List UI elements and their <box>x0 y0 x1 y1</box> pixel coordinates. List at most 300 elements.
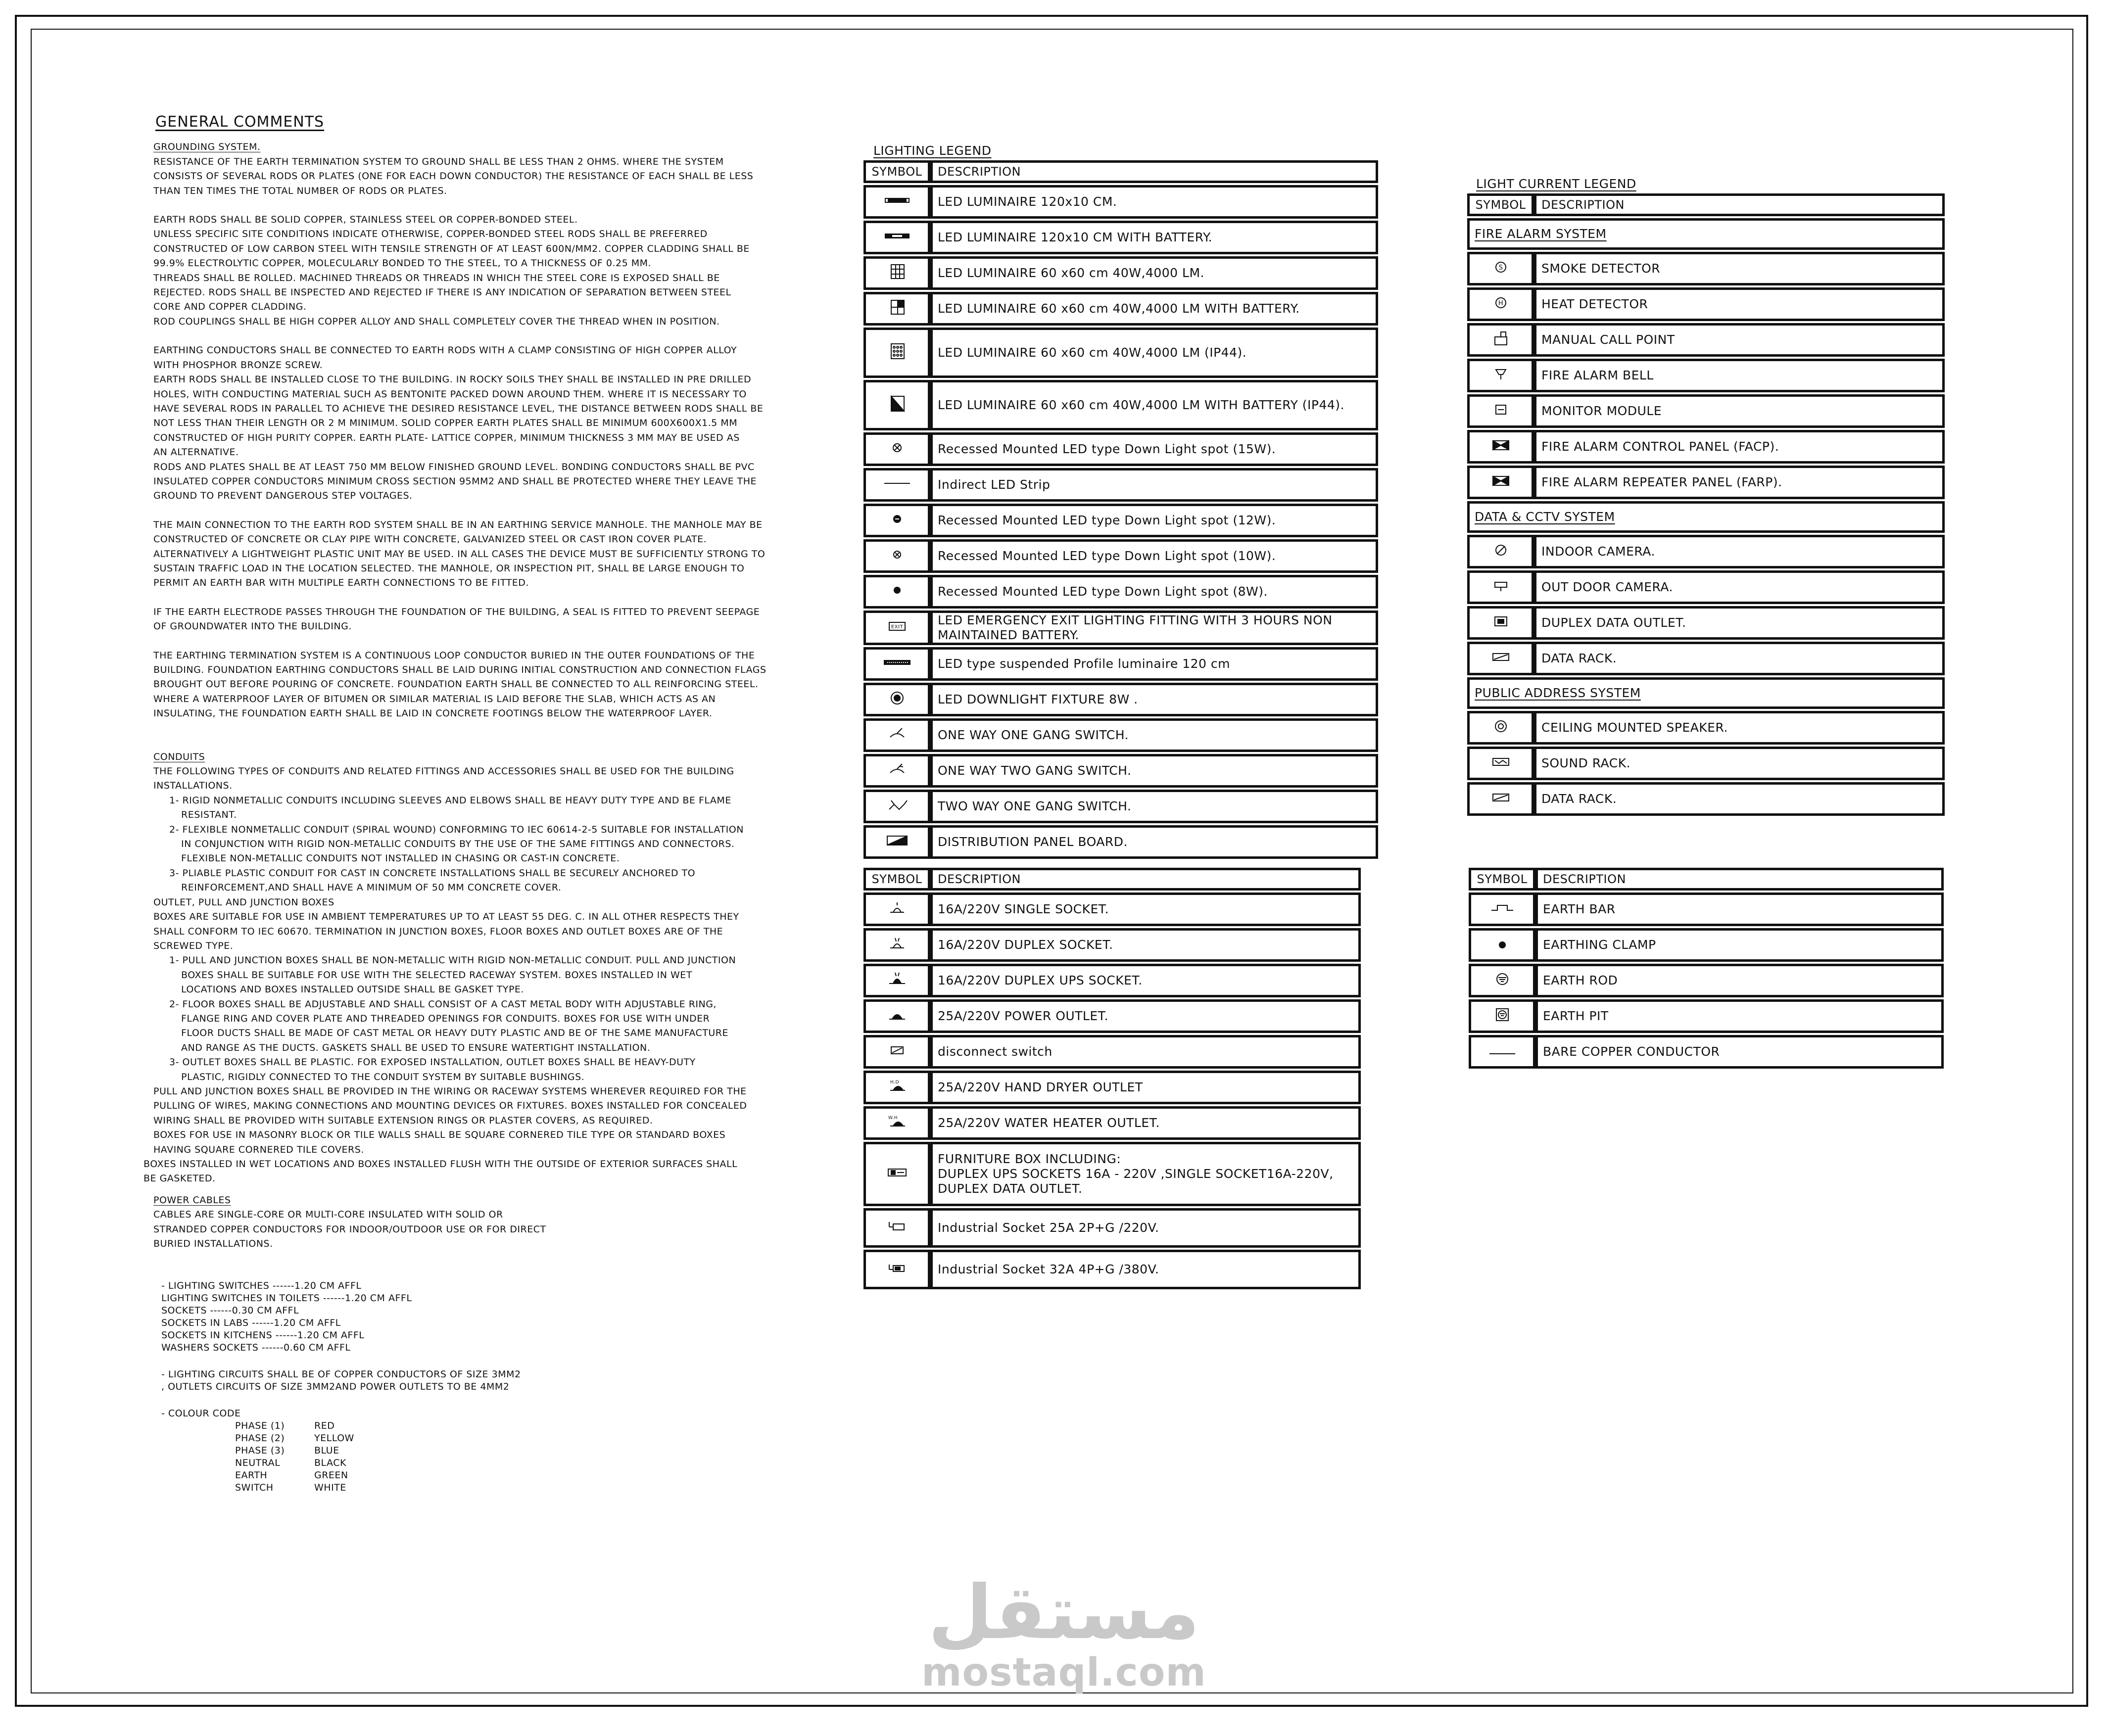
legend-symbol-cell <box>1469 892 1535 926</box>
text-line: 1- PULL AND JUNCTION BOXES SHALL BE NON-METALLIC WITH RIGID NON-METALLIC CONDUIT. PULL AND JUNCTION <box>169 955 736 966</box>
legend-description: Recessed Mounted LED type Down Light spot (8W). <box>930 575 1378 609</box>
legend-symbol-cell <box>1467 323 1534 357</box>
monitor-module-icon <box>1487 401 1515 421</box>
legend-description: MANUAL CALL POINT <box>1534 323 1945 357</box>
legend-row <box>863 1208 1361 1248</box>
symbol-column-header: SYMBOL <box>1469 868 1535 891</box>
text-line: 99.9% ELECTROLYTIC COPPER, MOLECULARLY BONDED TO THE STEEL, TO A THICKNESS OF 0.25 MM. <box>153 258 652 269</box>
text-line: EARTH RODS SHALL BE SOLID COPPER, STAINLESS STEEL OR COPPER-BONDED STEEL. <box>153 214 578 226</box>
duplex-socket-icon <box>883 935 911 954</box>
colour-conductor: EARTH <box>235 1470 268 1481</box>
legend-row <box>1467 747 1945 780</box>
text-line: PULL AND JUNCTION BOXES SHALL BE PROVIDED IN THE WIRING OR RACEWAY SYSTEMS WHEREVER REQUIRED FOR THE <box>153 1085 747 1097</box>
text-line: ALTERNATIVELY A LIGHTWEIGHT PLASTIC UNIT MAY BE USED. IN ALL CASES THE DEVICE MUST BE SUFFICIENTLY STRONG TO <box>153 548 766 560</box>
legend-section-title: PUBLIC ADDRESS SYSTEM <box>1475 686 1641 700</box>
legend-row <box>1467 782 1945 816</box>
legend-row <box>863 647 1378 681</box>
text-line: FLANGE RING AND COVER PLATE AND THREADED OPENINGS FOR CONDUITS. BOXES FOR USE WITH UNDER <box>181 1013 710 1024</box>
legend-row <box>863 221 1378 254</box>
legend-section-row <box>1467 501 1945 533</box>
description-column-header: DESCRIPTION <box>1534 193 1945 216</box>
legend-symbol-cell <box>863 1035 930 1069</box>
legend-symbol-cell <box>1469 964 1535 997</box>
legend-symbol-cell <box>863 683 930 716</box>
water-heater-outlet-icon <box>883 1113 911 1132</box>
earth-bar-icon <box>1488 899 1516 919</box>
text-line: UNLESS SPECIFIC SITE CONDITIONS INDICATE OTHERWISE, COPPER-BONDED STEEL RODS SHALL BE PREFERRED <box>153 229 708 240</box>
colour-conductor: PHASE (1) <box>235 1420 285 1432</box>
legend-section-cell <box>1467 501 1945 533</box>
text-line: PLASTIC, RIGIDLY CONNECTED TO THE CONDUIT SYSTEM BY SUITABLE BUSHINGS. <box>181 1071 585 1082</box>
one-way-two-gang-switch-icon <box>883 761 911 780</box>
text-line: HOLES, WITH CONDUCTING MATERIAL SUCH AS BENTONITE PACKED DOWN AROUND THEM. WHERE IT IS NECESSARY TO <box>153 388 747 400</box>
legend-symbol-cell <box>863 256 930 290</box>
legend-symbol-cell <box>1467 642 1534 675</box>
legend-row <box>863 892 1361 926</box>
disconnect-switch-icon <box>883 1042 911 1061</box>
legend-description: DATA RACK. <box>1534 642 1945 675</box>
watermark-latin: mostaql.com <box>921 1650 1206 1695</box>
text-line: SOCKETS IN LABS ------1.20 CM AFFL <box>161 1317 341 1329</box>
profile-luminaire-icon <box>883 654 911 673</box>
legend-row <box>1467 606 1945 640</box>
text-line: CONSTRUCTED OF LOW CARBON STEEL WITH TENSILE STRENGTH OF AT LEAST 600N/MM2. COPPER CLADDING SHALL BE <box>153 243 750 254</box>
legend-row <box>1467 394 1945 428</box>
mounting-heights <box>153 1280 772 1354</box>
legend-description: 16A/220V SINGLE SOCKET. <box>930 892 1361 926</box>
colour-value: YELLOW <box>314 1433 354 1444</box>
legend-row <box>863 825 1378 859</box>
legend-row <box>863 1142 1361 1206</box>
watermark <box>891 1570 1237 1695</box>
legend-description: ONE WAY ONE GANG SWITCH. <box>930 718 1378 752</box>
colour-code-heading: - COLOUR CODE <box>161 1408 241 1419</box>
legend-section-row <box>1467 218 1945 250</box>
legend-symbol-cell <box>863 328 930 378</box>
legend-symbol-cell <box>863 892 930 926</box>
power-outlet-icon <box>883 1006 911 1026</box>
legend-row <box>1467 359 1945 392</box>
legend-description: Industrial Socket 25A 2P+G /220V. <box>930 1208 1361 1248</box>
industrial-socket-220-icon <box>883 1218 911 1237</box>
legend-section-title: DATA & CCTV SYSTEM <box>1475 510 1615 524</box>
legend-row <box>863 468 1378 502</box>
led-luminaire-battery-icon <box>883 228 911 247</box>
legend-description: SMOKE DETECTOR <box>1534 252 1945 285</box>
text-line: SHALL CONFORM TO IEC 60670. TERMINATION IN JUNCTION BOXES, FLOOR BOXES AND OUTLET BOXES ARE OF THE <box>153 926 723 937</box>
legend-symbol-cell <box>863 575 930 609</box>
grounding-p2 <box>153 213 772 329</box>
manual-call-point-icon <box>1487 330 1515 349</box>
legend-row <box>863 1250 1361 1289</box>
legend-header-row <box>863 868 1361 891</box>
text-line: 1- RIGID NONMETALLIC CONDUITS INCLUDING SLEEVES AND ELBOWS SHALL BE HEAVY DUTY TYPE AND BE FLAME <box>169 795 731 806</box>
ceiling-speaker-icon <box>1487 718 1515 737</box>
legend-symbol-cell <box>863 1250 930 1289</box>
data-rack-icon <box>1487 649 1515 668</box>
colour-conductor: SWITCH <box>235 1482 274 1494</box>
legend-row <box>1467 535 1945 568</box>
power-cables-heading: POWER CABLES <box>153 1194 231 1206</box>
legend-row <box>1469 999 1944 1033</box>
downlight-12w-icon <box>883 511 911 530</box>
legend-description: 16A/220V DUPLEX SOCKET. <box>930 928 1361 962</box>
text-line: NOT LESS THAN THEIR LENGTH OR 2 M MINIMUM. SOLID COPPER EARTH PLATES SHALL BE MINIMUM 600X600X1.5 MM <box>153 418 738 429</box>
svg-text:H.D: H.D <box>890 1079 899 1085</box>
text-line: EARTH RODS SHALL BE INSTALLED CLOSE TO THE BUILDING. IN ROCKY SOILS THEY SHALL BE INSTALLED IN PRE DRILLED <box>153 374 752 385</box>
text-line: THE MAIN CONNECTION TO THE EARTH ROD SYSTEM SHALL BE IN AN EARTHING SERVICE MANHOLE. THE MANHOLE MAY BE <box>153 519 763 530</box>
text-line: INSTALLATIONS. <box>153 780 233 792</box>
legend-row <box>863 1071 1361 1104</box>
legend-description: EARTHING CLAMP <box>1535 928 1944 962</box>
legend-description: INDOOR CAMERA. <box>1534 535 1945 568</box>
legend-description: Indirect LED Strip <box>930 468 1378 502</box>
colour-conductor: PHASE (2) <box>235 1433 285 1444</box>
legend-symbol-cell <box>1467 782 1534 816</box>
lighting-legend-title: LIGHTING LEGEND <box>873 143 992 158</box>
wet-boxes-text <box>144 1157 772 1186</box>
text-line: AN ALTERNATIVE. <box>153 447 239 458</box>
duplex-data-outlet-icon <box>1487 613 1515 632</box>
text-line: WASHERS SOCKETS ------0.60 CM AFFL <box>161 1342 351 1354</box>
legend-description: HEAT DETECTOR <box>1534 287 1945 321</box>
exit-light-icon <box>883 618 911 637</box>
text-line: 3- PLIABLE PLASTIC CONDUIT FOR CAST IN CONCRETE INSTALLATIONS SHALL BE SECURELY ANCHORED TO <box>169 867 696 879</box>
legend-description: LED LUMINAIRE 60 x60 cm 40W,4000 LM WITH BATTERY. <box>930 292 1378 326</box>
text-line: 2- FLEXIBLE NONMETALLIC CONDUIT (SPIRAL WOUND) CONFORMING TO IEC 60614-2-5 SUITABLE FOR INSTALLATION <box>169 824 744 835</box>
outdoor-camera-icon <box>1487 577 1515 597</box>
legend-description: LED LUMINAIRE 60 x60 cm 40W,4000 LM. <box>930 256 1378 290</box>
svg-text:W.H: W.H <box>888 1115 898 1121</box>
downlight-8w-icon <box>883 582 911 601</box>
legend-symbol-cell <box>863 292 930 326</box>
power-legend-table <box>863 866 1361 1291</box>
text-line: SOCKETS ------0.30 CM AFFL <box>161 1305 299 1316</box>
earthing-legend-table <box>1469 866 1944 1071</box>
colour-conductor: PHASE (3) <box>235 1445 285 1456</box>
ip44-luminaire-icon <box>883 343 911 362</box>
general-comments <box>144 113 772 1494</box>
legend-description: LED LUMINAIRE 60 x60 cm 40W,4000 LM WITH BATTERY (IP44). <box>930 380 1378 430</box>
legend-symbol-cell <box>1467 570 1534 604</box>
industrial-socket-380-icon <box>883 1260 911 1279</box>
lighting-legend-table <box>863 158 1378 861</box>
legend-symbol-cell <box>1467 394 1534 428</box>
text-line: PERMIT AN EARTH BAR WITH MULTIPLE EARTH CONNECTIONS TO BE FITTED. <box>153 577 529 589</box>
text-line: BURIED INSTALLATIONS. <box>153 1238 273 1250</box>
legend-row <box>1467 642 1945 675</box>
legend-row <box>863 328 1378 378</box>
legend-description: DUPLEX DATA OUTLET. <box>1534 606 1945 640</box>
text-line: - LIGHTING CIRCUITS SHALL BE OF COPPER CONDUCTORS OF SIZE 3MM2 <box>161 1369 521 1380</box>
legend-row <box>863 1035 1361 1069</box>
legend-description: Recessed Mounted LED type Down Light spot (10W). <box>930 539 1378 573</box>
legend-header-row <box>863 160 1378 183</box>
legend-description: SOUND RACK. <box>1534 747 1945 780</box>
text-line: STRANDED COPPER CONDUCTORS FOR INDOOR/OUTDOOR USE OR FOR DIRECT <box>153 1223 546 1235</box>
symbol-column-header: SYMBOL <box>863 868 930 891</box>
earth-rod-icon <box>1488 971 1516 990</box>
text-line: BOXES FOR USE IN MASONRY BLOCK OR TILE WALLS SHALL BE SQUARE CORNERED TILE TYPE OR STANDARD BOXES <box>153 1129 726 1141</box>
text-line: , OUTLETS CIRCUITS OF SIZE 3MM2AND POWER OUTLETS TO BE 4MM2 <box>161 1381 510 1393</box>
legend-description: CEILING MOUNTED SPEAKER. <box>1534 711 1945 745</box>
boxes-heading: OUTLET, PULL AND JUNCTION BOXES <box>153 896 335 908</box>
legend-symbol-cell <box>863 999 930 1033</box>
legend-symbol-cell <box>863 1106 930 1140</box>
legend-row <box>1467 323 1945 357</box>
legend-row <box>863 432 1378 466</box>
single-socket-icon <box>883 899 911 919</box>
legend-header-row <box>1467 193 1945 216</box>
legend-row <box>863 256 1378 290</box>
indoor-camera-icon <box>1487 542 1515 561</box>
legend-symbol-cell <box>863 504 930 537</box>
legend-symbol-cell <box>863 754 930 788</box>
legend-description: Industrial Socket 32A 4P+G /380V. <box>930 1250 1361 1289</box>
legend-description: 25A/220V HAND DRYER OUTLET <box>930 1071 1361 1104</box>
led-strip-icon <box>883 475 911 494</box>
text-line: RESISTANT. <box>181 809 237 821</box>
text-line: THREADS SHALL BE ROLLED. MACHINED THREADS OR THREADS IN WHICH THE STEEL CORE IS EXPOSED SHALL BE <box>153 272 720 283</box>
legend-description: Recessed Mounted LED type Down Light spot (12W). <box>930 504 1378 537</box>
legend-description: LED type suspended Profile luminaire 120 cm <box>930 647 1378 681</box>
legend-description: LED EMERGENCY EXIT LIGHTING FITTING WITH 3 HOURS NON MAINTAINED BATTERY. <box>930 610 1378 645</box>
legend-row <box>863 964 1361 997</box>
colour-value: GREEN <box>314 1470 348 1481</box>
legend-symbol-cell <box>1467 252 1534 285</box>
legend-symbol-cell <box>1467 287 1534 321</box>
smoke-detector-icon <box>1487 259 1515 278</box>
conduits-heading: CONDUITS <box>153 751 205 762</box>
text-line: INSULATING, THE FOUNDATION EARTH SHALL BE LAID IN CONCRETE FOOTINGS BELOW THE WATERPROOF LAYER. <box>153 708 713 719</box>
conduits-item-2 <box>153 823 772 866</box>
conduits-item-1 <box>153 794 772 823</box>
legend-symbol-cell <box>1467 430 1534 464</box>
colour-value: BLUE <box>314 1445 339 1456</box>
light-current-legend-title: LIGHT CURRENT LEGEND <box>1476 177 1636 191</box>
text-line: ROD COUPLINGS SHALL BE HIGH COPPER ALLOY AND SHALL COMPLETELY COVER THE THREAD WHEN IN POSITION. <box>153 316 720 327</box>
grounding-p1 <box>153 155 772 198</box>
legend-symbol-cell <box>863 647 930 681</box>
pull-boxes-text <box>153 1084 772 1157</box>
legend-row <box>863 380 1378 430</box>
symbol-column-header: SYMBOL <box>863 160 930 183</box>
circuits-text <box>153 1368 772 1393</box>
legend-symbol-cell <box>1467 359 1534 392</box>
legend-description: DISTRIBUTION PANEL BOARD. <box>930 825 1378 859</box>
grounding-heading: GROUNDING SYSTEM. <box>153 141 261 153</box>
text-line: GROUND TO PREVENT DANGEROUS STEP VOLTAGES. <box>153 490 413 502</box>
boxes-item-1 <box>153 953 772 997</box>
description-column-header: DESCRIPTION <box>1535 868 1944 891</box>
legend-symbol-cell <box>863 1142 930 1206</box>
colour-conductor: NEUTRAL <box>235 1457 281 1469</box>
general-comments-title: GENERAL COMMENTS <box>155 113 325 131</box>
legend-row <box>1467 287 1945 321</box>
text-line: PULLING OF WIRES, MAKING CONNECTIONS AND MOUNTING DEVICES OR FIXTURES. BOXES INSTALLED FOR CONCEALED <box>153 1100 747 1112</box>
colour-value: RED <box>314 1420 335 1432</box>
legend-row <box>863 718 1378 752</box>
text-line: SCREWED TYPE. <box>153 940 234 951</box>
description-column-header: DESCRIPTION <box>930 868 1361 891</box>
legend-header-row <box>1469 868 1944 891</box>
fire-alarm-bell-icon <box>1487 366 1515 385</box>
legend-description: FURNITURE BOX INCLUDING: DUPLEX UPS SOCKETS 16A - 220V ,SINGLE SOCKET16A-220V, DUPLEX DATA OUTLET. <box>930 1142 1361 1206</box>
legend-symbol-cell <box>863 610 930 645</box>
conduits-item-3 <box>153 866 772 895</box>
boxes-item-3 <box>153 1055 772 1084</box>
text-line: HAVE SEVERAL RODS IN PARALLEL TO ACHIEVE THE DESIRED RESISTANCE LEVEL, THE DISTANCE BETWEEN RODS SHALL BE <box>153 403 764 414</box>
svg-text:EXIT: EXIT <box>891 624 903 630</box>
legend-description: 25A/220V POWER OUTLET. <box>930 999 1361 1033</box>
text-line: REINFORCEMENT,AND SHALL HAVE A MINIMUM OF 50 MM CONCRETE COVER. <box>181 882 562 893</box>
text-line: EARTHING CONDUCTORS SHALL BE CONNECTED TO EARTH RODS WITH A CLAMP CONSISTING OF HIGH COPPER ALLOY <box>153 345 737 356</box>
grid-luminaire-icon <box>883 263 911 282</box>
legend-symbol-cell <box>1469 928 1535 962</box>
legend-description: EARTH BAR <box>1535 892 1944 926</box>
text-line: CONSISTS OF SEVERAL RODS OR PLATES (ONE FOR EACH DOWN CONDUCTOR) THE RESISTANCE OF EACH SHALL BE LESS <box>153 171 754 182</box>
text-line: CABLES ARE SINGLE-CORE OR MULTI-CORE INSULATED WITH SOLID OR <box>153 1209 503 1220</box>
text-line: WIRING SHALL BE PROVIDED WITH SUITABLE EXTENSION RINGS OR PLASTER COVERS, AS REQUIRED. <box>153 1115 653 1126</box>
one-way-one-gang-switch-icon <box>883 725 911 745</box>
ip44-luminaire-battery-icon <box>883 395 911 415</box>
legend-symbol-cell <box>863 964 930 997</box>
furniture-box-icon <box>883 1164 911 1183</box>
watermark-arabic: مستقل <box>928 1570 1200 1656</box>
text-line: LOCATIONS AND BOXES INSTALLED OUTSIDE SHALL BE GASKET TYPE. <box>181 984 524 995</box>
duplex-ups-socket-icon <box>883 971 911 990</box>
hand-dryer-outlet-icon <box>883 1078 911 1097</box>
text-line: CONSTRUCTED OF HIGH PURITY COPPER. EARTH PLATE- LATTICE COPPER, MINIMUM THICKNESS 3 MM MAY BE USED AS <box>153 432 740 443</box>
legend-row <box>863 292 1378 326</box>
legend-row <box>863 185 1378 219</box>
text-line: SOCKETS IN KITCHENS ------1.20 CM AFFL <box>161 1330 365 1341</box>
legend-row <box>1467 466 1945 499</box>
legend-row <box>1469 892 1944 926</box>
text-line: OF GROUNDWATER INTO THE BUILDING. <box>153 621 352 632</box>
facp-icon <box>1487 437 1515 456</box>
two-way-one-gang-switch-icon <box>883 797 911 816</box>
grounding-p4 <box>153 518 772 591</box>
legend-row <box>863 790 1378 823</box>
legend-row <box>863 754 1378 788</box>
legend-description: MONITOR MODULE <box>1534 394 1945 428</box>
legend-row <box>1469 1035 1944 1069</box>
heat-detector-icon <box>1487 294 1515 314</box>
legend-symbol-cell <box>863 790 930 823</box>
boxes-item-2 <box>153 997 772 1056</box>
light-current-legend-table <box>1467 191 1945 818</box>
downlight-10w-icon <box>883 546 911 565</box>
farp-icon <box>1487 472 1515 492</box>
legend-description: LED LUMINAIRE 120x10 CM WITH BATTERY. <box>930 221 1378 254</box>
text-line: BOXES SHALL BE SUITABLE FOR USE WITH THE SELECTED RACEWAY SYSTEM. BOXES INSTALLED IN WET <box>181 969 692 981</box>
legend-row <box>1469 964 1944 997</box>
legend-symbol-cell <box>863 1208 930 1248</box>
boxes-text <box>153 910 772 953</box>
text-line: THE FOLLOWING TYPES OF CONDUITS AND RELATED FITTINGS AND ACCESSORIES SHALL BE USED FOR THE BUILDING <box>153 766 734 777</box>
legend-section-cell <box>1467 677 1945 709</box>
text-line: 2- FLOOR BOXES SHALL BE ADJUSTABLE AND SHALL CONSIST OF A CAST METAL BODY WITH ADJUSTABLE RING, <box>169 998 717 1010</box>
legend-symbol-cell <box>1469 999 1535 1033</box>
text-line: BUILDING. FOUNDATION EARTHING CONDUCTORS SHALL BE LAID DURING INITIAL CONSTRUCTION AND CONNECTION FLAGS <box>153 664 767 675</box>
earth-pit-icon <box>1488 1006 1516 1026</box>
legend-symbol-cell <box>863 380 930 430</box>
legend-description: 16A/220V DUPLEX UPS SOCKET. <box>930 964 1361 997</box>
legend-row <box>1467 430 1945 464</box>
legend-symbol-cell <box>863 718 930 752</box>
bare-copper-conductor-icon <box>1473 1042 1532 1061</box>
text-line: BOXES INSTALLED IN WET LOCATIONS AND BOXES INSTALLED FLUSH WITH THE OUTSIDE OF EXTERIOR SURFACES SHALL <box>144 1159 738 1170</box>
legend-description: BARE COPPER CONDUCTOR <box>1535 1035 1944 1069</box>
legend-section-row <box>1467 677 1945 709</box>
legend-description: OUT DOOR CAMERA. <box>1534 570 1945 604</box>
legend-description: LED DOWNLIGHT FIXTURE 8W . <box>930 683 1378 716</box>
legend-section-cell <box>1467 218 1945 250</box>
text-line: FLEXIBLE NON-METALLIC CONDUITS NOT INSTALLED IN CHASING OR CAST-IN CONCRETE. <box>181 853 620 864</box>
legend-row <box>863 575 1378 609</box>
legend-description: disconnect switch <box>930 1035 1361 1069</box>
text-line: THE EARTHING TERMINATION SYSTEM IS A CONTINUOUS LOOP CONDUCTOR BURIED IN THE OUTER FOUNDATIONS OF THE <box>153 650 755 661</box>
legend-description: FIRE ALARM BELL <box>1534 359 1945 392</box>
legend-description: DATA RACK. <box>1534 782 1945 816</box>
legend-symbol-cell <box>863 432 930 466</box>
legend-symbol-cell <box>1467 606 1534 640</box>
text-line: WHERE A WATERPROOF LAYER OF BITUMEN OR SIMILAR MATERIAL IS LAID BEFORE THE SLAB, WHICH ACTS AS AN <box>153 693 716 704</box>
legend-row <box>1467 252 1945 285</box>
legend-symbol-cell <box>863 1071 930 1104</box>
legend-description: FIRE ALARM CONTROL PANEL (FACP). <box>1534 430 1945 464</box>
text-line: BROUGHT OUT BEFORE POURING OF CONCRETE. FOUNDATION EARTH SHALL BE CONNECTED TO ALL REINFORCING STEEL. <box>153 679 759 690</box>
colour-value: BLACK <box>314 1457 346 1469</box>
legend-symbol-cell <box>1467 466 1534 499</box>
legend-row <box>863 610 1378 645</box>
text-line: LIGHTING SWITCHES IN TOILETS ------1.20 CM AFFL <box>161 1293 412 1304</box>
grounding-p5 <box>153 605 772 634</box>
legend-description: LED LUMINAIRE 120x10 CM. <box>930 185 1378 219</box>
legend-symbol-cell <box>863 825 930 859</box>
text-line: HAVING SQUARE CORNERED TILE COVERS. <box>153 1144 364 1155</box>
text-line: RESISTANCE OF THE EARTH TERMINATION SYSTEM TO GROUND SHALL BE LESS THAN 2 OHMS. WHERE THE SYSTEM <box>153 156 724 167</box>
legend-row <box>863 999 1361 1033</box>
text-line: BOXES ARE SUITABLE FOR USE IN AMBIENT TEMPERATURES UP TO AT LEAST 55 DEG. C. IN ALL OTHER RESPECTS THEY <box>153 911 739 923</box>
legend-description: TWO WAY ONE GANG SWITCH. <box>930 790 1378 823</box>
legend-description: Recessed Mounted LED type Down Light spot (15W). <box>930 432 1378 466</box>
led-luminaire-120x10-icon <box>883 192 911 211</box>
text-line: 3- OUTLET BOXES SHALL BE PLASTIC. FOR EXPOSED INSTALLATION, OUTLET BOXES SHALL BE HEAVY-DUTY <box>169 1057 696 1068</box>
text-line: CONSTRUCTED OF CONCRETE OR CLAY PIPE WITH CONCRETE, GALVANIZED STEEL OR CAST IRON COVER PLATE. <box>153 534 707 545</box>
downlight-fixture-icon <box>883 690 911 709</box>
legend-symbol-cell <box>1467 747 1534 780</box>
legend-symbol-cell <box>863 539 930 573</box>
text-line: REJECTED. RODS SHALL BE INSPECTED AND REJECTED IF THERE IS ANY INDICATION OF SEPARATION BETWEEN STEEL <box>153 287 731 298</box>
text-line: RODS AND PLATES SHALL BE AT LEAST 750 MM BELOW FINISHED GROUND LEVEL. BONDING CONDUCTORS SHALL BE PVC <box>153 461 755 472</box>
legend-symbol-cell <box>1467 711 1534 745</box>
text-line: BE GASKETED. <box>144 1173 216 1184</box>
text-line: THAN TEN TIMES THE TOTAL NUMBER OF RODS OR PLATES. <box>153 185 447 196</box>
power-cables-text <box>153 1208 772 1251</box>
description-column-header: DESCRIPTION <box>930 160 1378 183</box>
legend-symbol-cell <box>863 928 930 962</box>
earthing-clamp-icon <box>1488 935 1516 954</box>
legend-symbol-cell <box>863 185 930 219</box>
sound-rack-icon <box>1487 753 1515 773</box>
legend-row <box>1467 711 1945 745</box>
legend-description: 25A/220V WATER HEATER OUTLET. <box>930 1106 1361 1140</box>
legend-symbol-cell <box>1469 1035 1535 1069</box>
downlight-15w-icon <box>883 439 911 459</box>
text-line: IN CONJUNCTION WITH RIGID NON-METALLIC CONDUITS BY THE USE OF THE SAME FITTINGS AND CONNECTORS. <box>181 839 735 850</box>
